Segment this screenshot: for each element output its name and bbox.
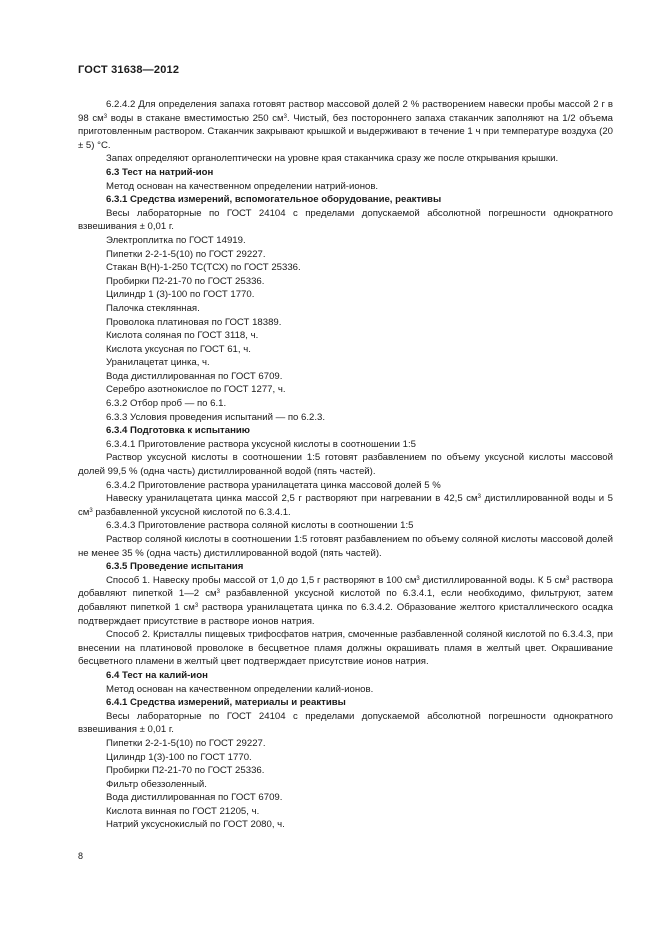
section-heading: 6.3.1 Средства измерений, вспомогательное оборудование, реактивы: [106, 194, 442, 206]
paragraph: 6.2.4.2 Для определения запаха готовят раствор массовой долей 2 % растворением навески пробы массой 2 г в 98 $см^3$ воды в стакане вместимостью 250 $см^3$. Чистый, без постороннего запаха стаканчик заполняют на 1/2 объема приготовленным раствором. Стаканчик закрывают крышкой и выдерживают в течение 1 ч при температуре воздуха (20 ± 5) °С.: [78, 99, 613, 151]
paragraph: Уранилацетат цинка, ч.: [106, 357, 210, 369]
section-heading: 6.3.4 Подготовка к испытанию: [106, 425, 250, 437]
section-heading: 6.4.1 Средства измерений, материалы и реактивы: [106, 697, 346, 709]
paragraph: Кислота соляная по ГОСТ 3118, ч.: [106, 330, 259, 342]
paragraph: Стакан В(Н)-1-250 ТС(ТСХ) по ГОСТ 25336.: [106, 262, 301, 274]
paragraph: Цилиндр 1(3)-100 по ГОСТ 1770.: [106, 751, 252, 763]
paragraph: Фильтр обеззоленный.: [106, 778, 207, 790]
paragraph: Метод основан на качественном определении калий-ионов.: [106, 683, 374, 695]
section-heading: 6.4 Тест на калий-ион: [106, 669, 208, 681]
paragraph: Запах определяют органолептически на уровне края стаканчика сразу же после открывания крышки.: [106, 153, 559, 165]
paragraph: Раствор уксусной кислоты в соотношении 1:5 готовят разбавлением по объему уксусной кислоты массовой долей 99,5 % (одна часть) дистиллированной водой (пять частей).: [78, 452, 613, 478]
paragraph: Вода дистиллированная по ГОСТ 6709.: [106, 792, 283, 804]
paragraph: Вода дистиллированная по ГОСТ 6709.: [106, 370, 283, 382]
document-body: [78, 98, 613, 832]
paragraph: Электроплитка по ГОСТ 14919.: [106, 234, 246, 246]
paragraph: 6.3.4.1 Приготовление раствора уксусной кислоты в соотношении 1:5: [106, 438, 417, 450]
paragraph: Серебро азотнокислое по ГОСТ 1277, ч.: [106, 384, 286, 396]
section-heading: 6.3.5 Проведение испытания: [106, 561, 244, 573]
paragraph: 6.3.4.2 Приготовление раствора уранилацетата цинка массовой долей 5 %: [106, 479, 441, 491]
paragraph: Натрий уксуснокислый по ГОСТ 2080, ч.: [106, 819, 285, 831]
paragraph: Пробирки П2-21-70 по ГОСТ 25336.: [106, 275, 265, 287]
paragraph: Весы лабораторные по ГОСТ 24104 с пределами допускаемой абсолютной погрешности однократного взвешивания ± 0,01 г.: [78, 710, 613, 736]
paragraph: Способ 1. Навеску пробы массой от 1,0 до 1,5 г растворяют в 100 $см^3$ дистиллированной воды. К 5 $см^3$ раствора добавляют пипеткой 1—2 $см^3$ разбавленной уксусной кислотой по 6.3.4.1, если необходимо, фильтруют, затем добавляют пипеткой 1 $см^3$ раствора уранилацетата цинка по 6.3.4.2. Образование желтого кристаллического осадка подтверждает присутствие в растворе ионов натрия.: [78, 574, 614, 627]
paragraph: Навеску уранилацетата цинка массой 2,5 г растворяют при нагревании в 42,5 $см^3$ дистиллированной воды и 5 $см^3$ разбавленной уксусной кислотой по 6.3.4.1.: [78, 493, 614, 518]
paragraph: 6.3.2 Отбор проб — по 6.1.: [106, 398, 227, 410]
paragraph: Способ 2. Кристаллы пищевых трифосфатов натрия, смоченные разбавленной соляной кислотой по 6.3.4.3, при внесении на платиновой проволоке в бесцветное пламя должны окрашивать пламя в желтый цвет. Окрашивание бесцветного пламени в желтый цвет подтверждает присутствие ионов натрия.: [78, 629, 613, 668]
paragraph: Пробирки П2-21-70 по ГОСТ 25336.: [106, 765, 265, 777]
paragraph: Цилиндр 1 (3)-100 по ГОСТ 1770.: [106, 289, 255, 301]
paragraph: Раствор соляной кислоты в соотношении 1:5 готовят разбавлением по объему соляной кислоты массовой долей не менее 35 % (одна часть) дистиллированной водой (пять частей).: [78, 534, 613, 559]
page-number: 8: [78, 851, 84, 861]
paragraph: Кислота винная по ГОСТ 21205, ч.: [106, 805, 260, 817]
paragraph: Пипетки 2-2-1-5(10) по ГОСТ 29227.: [106, 737, 266, 749]
paragraph: 6.3.3 Условия проведения испытаний — по 6.2.3.: [106, 411, 326, 423]
paragraph: Проволока платиновая по ГОСТ 18389.: [106, 316, 282, 328]
paragraph: Кислота уксусная по ГОСТ 61, ч.: [106, 343, 251, 355]
paragraph: Пипетки 2-2-1-5(10) по ГОСТ 29227.: [106, 248, 266, 260]
paragraph: Весы лабораторные по ГОСТ 24104 с пределами допускаемой абсолютной погрешности однократного взвешивания ± 0,01 г.: [78, 207, 613, 233]
section-heading: 6.3 Тест на натрий-ион: [106, 166, 214, 178]
paragraph: Метод основан на качественном определении натрий-ионов.: [106, 180, 379, 192]
document-header: ГОСТ 31638—2012: [78, 64, 180, 76]
paragraph: Палочка стеклянная.: [106, 302, 200, 314]
paragraph: 6.3.4.3 Приготовление раствора соляной кислоты в соотношении 1:5: [106, 520, 414, 532]
